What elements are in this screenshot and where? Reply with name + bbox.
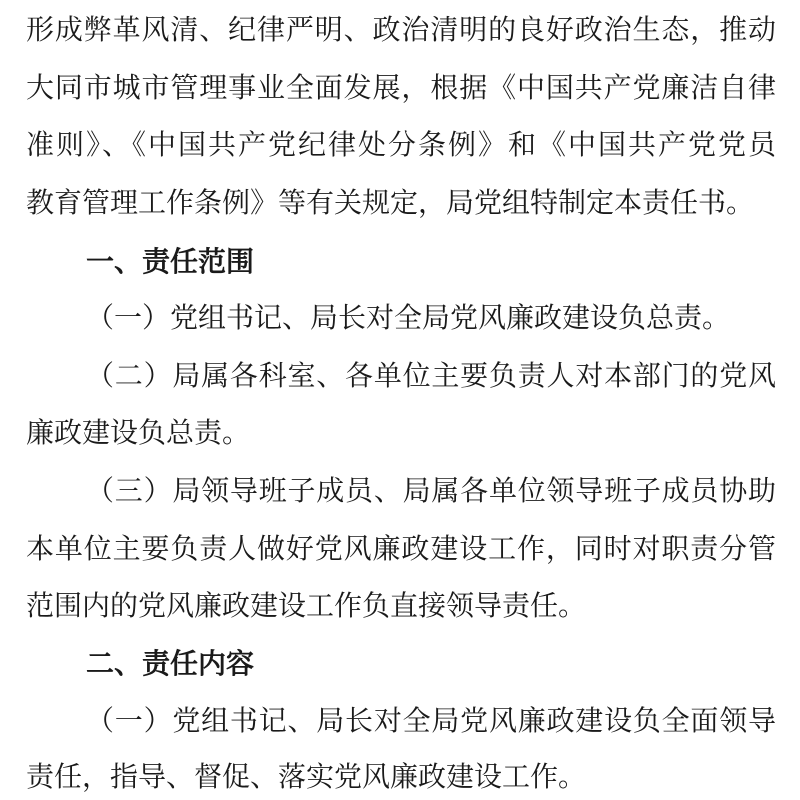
content-item-1-line: 责任，指导、督促、落实党风廉政建设工作。 (26, 760, 587, 793)
body-paragraph-line: 形成弊革风清、纪律严明、政治清明的良好政治生态，推动 (26, 13, 776, 46)
body-paragraph-line: 准则》、《中国共产党纪律处分条例》和《中国共产党党员 (26, 128, 776, 161)
scope-item-2-line: （二）局属各科室、各单位主要负责人对本部门的党风 (86, 359, 776, 392)
scope-item-3-line: 本单位主要负责人做好党风廉政建设工作，同时对职责分管 (26, 532, 776, 565)
section-heading-scope: 一、责任范围 (86, 245, 255, 278)
scope-item-1: （一）党组书记、局长对全局党风廉政建设负总责。 (86, 301, 731, 334)
scope-item-2-line: 廉政建设负总责。 (26, 416, 251, 449)
body-paragraph-line: 大同市城市管理事业全面发展，根据《中国共产党廉洁自律 (26, 71, 776, 104)
body-paragraph-line: 教育管理工作条例》等有关规定，局党组特制定本责任书。 (26, 186, 755, 219)
section-heading-content: 二、责任内容 (86, 647, 255, 680)
scope-item-3-line: 范围内的党风廉政建设工作负直接领导责任。 (26, 589, 587, 622)
content-item-1-line: （一）党组书记、局长对全局党风廉政建设负全面领导 (86, 704, 776, 737)
scope-item-3-line: （三）局领导班子成员、局属各单位领导班子成员协助 (86, 474, 776, 507)
